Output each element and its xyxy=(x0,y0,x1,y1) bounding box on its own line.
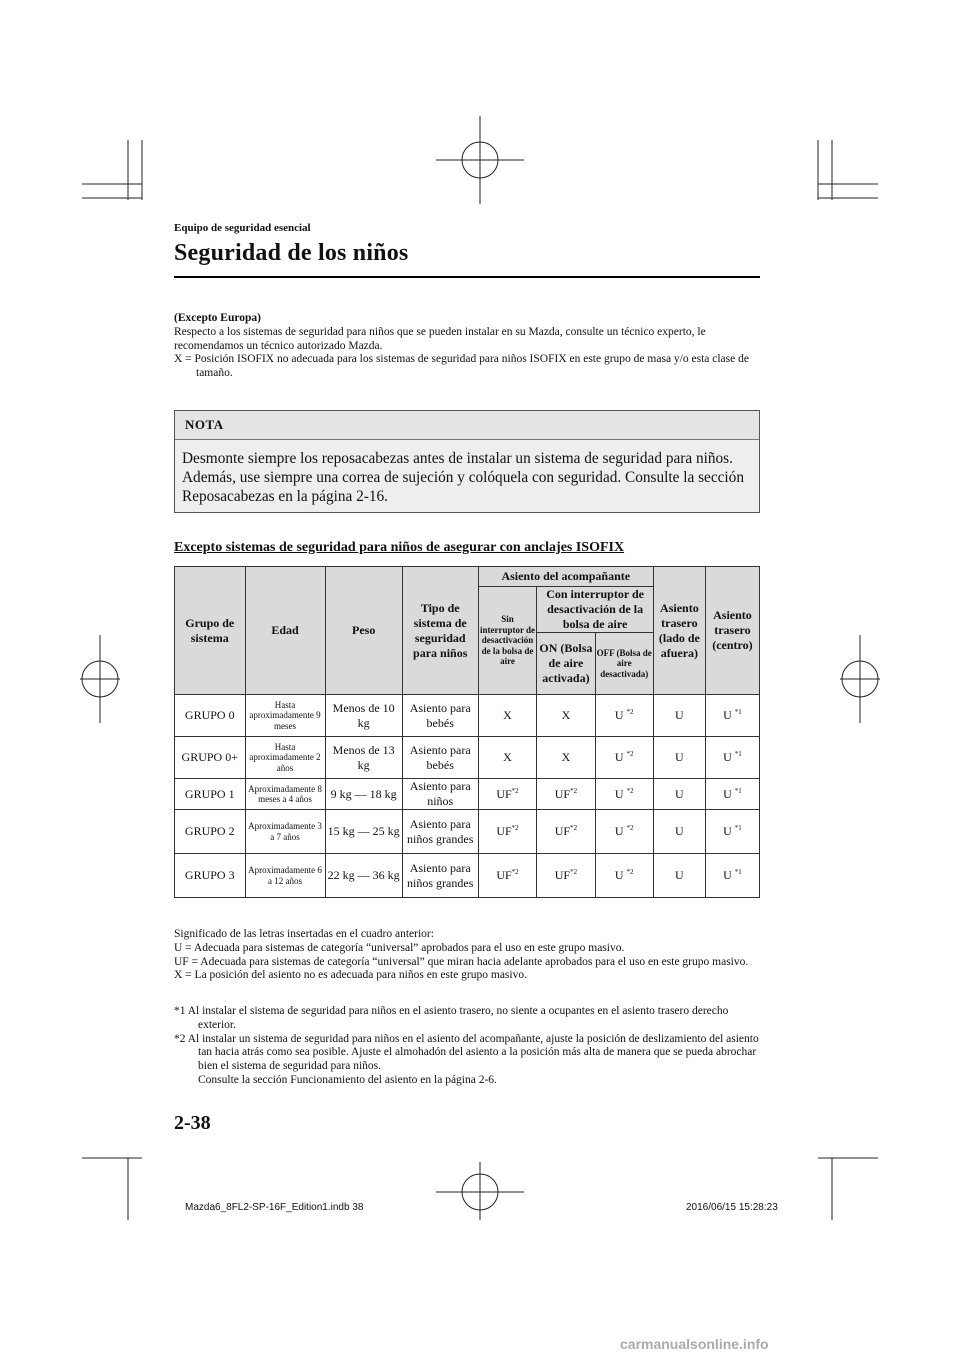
value: U xyxy=(723,708,732,722)
footnote-ref: *1 xyxy=(734,868,742,876)
value: UF xyxy=(496,824,512,838)
cell-no-switch: X xyxy=(478,737,537,779)
note-header xyxy=(175,411,759,440)
header-on: ON (Bolsa de aire activada) xyxy=(537,633,595,695)
footer-timestamp: 2016/06/15 15:28:23 xyxy=(686,1202,778,1213)
value: UF xyxy=(496,786,512,801)
table-row xyxy=(175,854,760,898)
value: U xyxy=(614,786,624,801)
cell-type: Asiento para niños grandes xyxy=(402,810,478,854)
cell-weight: Menos de 13 kg xyxy=(325,737,402,779)
table-row xyxy=(175,695,760,737)
header-passenger: Asiento del acompañante xyxy=(478,567,653,587)
footnote-2: *2 Al instalar un sistema de seguridad para niños en el asiento del acompañante, ajuste la posición de deslizamiento del asiento tan hacia atrás como sea posible. Ajuste el almohadón del asiento a la posición más alta de manera que se pueda abrochar bien el sistema de seguridad para niños. xyxy=(174,1032,759,1073)
footer-file-info: Mazda6_8FL2-SP-16F_Edition1.indb 38 xyxy=(185,1202,364,1213)
table-row xyxy=(175,779,760,810)
footnote-ref: *2 xyxy=(626,786,634,795)
section-label: Equipo de seguridad esencial xyxy=(174,222,311,234)
value: UF xyxy=(496,868,512,882)
cell-group: GRUPO 3 xyxy=(175,854,246,898)
cell-group: GRUPO 0 xyxy=(175,695,246,737)
cell-weight: 9 kg — 18 kg xyxy=(325,779,402,810)
legend-x: X = La posición del asiento no es adecuada para niños en este grupo masivo. xyxy=(174,969,527,982)
footnote-ref: *1 xyxy=(734,708,742,716)
header-rear-outer: Asiento trasero (lado de afuera) xyxy=(653,567,705,695)
cell-on xyxy=(537,779,595,810)
footnote-ref: *1 xyxy=(734,824,742,832)
cell-off xyxy=(595,810,653,854)
cell-age: Hasta aproximadamente 9 meses xyxy=(245,695,325,737)
header-age: Edad xyxy=(245,567,325,695)
cell-no-switch: X xyxy=(478,695,537,737)
header-type: Tipo de sistema de seguridad para niños xyxy=(402,567,478,695)
cell-age: Aproximadamente 8 meses a 4 años xyxy=(245,779,325,810)
footnote-2-ref: Consulte la sección Funcionamiento del asiento en la página 2-6. xyxy=(198,1073,497,1086)
value: U xyxy=(723,786,732,801)
cell-type: Asiento para niños xyxy=(402,779,478,810)
header-weight: Peso xyxy=(325,567,402,695)
cell-type: Asiento para bebés xyxy=(402,737,478,779)
cell-rear-center xyxy=(705,695,759,737)
cell-group: GRUPO 1 xyxy=(175,779,246,810)
header-with-switch: Con interruptor de desactivación de la bolsa de aire xyxy=(537,587,654,633)
cell-off xyxy=(595,779,653,810)
cell-group: GRUPO 2 xyxy=(175,810,246,854)
cell-on: X xyxy=(537,695,595,737)
cell-rear-outer: U xyxy=(653,810,705,854)
header-group: Grupo de sistema xyxy=(175,567,246,695)
note-text: Desmonte siempre los reposacabezas antes de instalar un sistema de seguridad para niños. Además, use siempre una correa de sujeción y colóquela con seguridad. Consulte la sección Reposacabezas en la página 2-16. xyxy=(182,450,744,506)
cell-weight: Menos de 10 kg xyxy=(325,695,402,737)
table-row xyxy=(175,737,760,779)
cell-weight: 15 kg — 25 kg xyxy=(325,810,402,854)
intro-section xyxy=(174,312,764,381)
cell-weight: 22 kg — 36 kg xyxy=(325,854,402,898)
value: U xyxy=(614,868,624,882)
isofix-table xyxy=(174,566,760,898)
cell-rear-outer: U xyxy=(653,695,705,737)
cell-age: Aproximadamente 6 a 12 años xyxy=(245,854,325,898)
cell-rear-center xyxy=(705,779,759,810)
footnote-1: *1 Al instalar el sistema de seguridad para niños en el asiento trasero, no siente a ocupantes en el asiento trasero derecho exterior. xyxy=(174,1005,729,1031)
note-box xyxy=(174,410,760,513)
cell-rear-center xyxy=(705,737,759,779)
header-no-switch: Sin interruptor de desactivación de la bolsa de aire xyxy=(478,587,537,695)
footnote-ref: *2 xyxy=(570,868,578,876)
cell-no-switch xyxy=(478,779,537,810)
footnote-ref: *2 xyxy=(626,868,634,876)
footnote-ref: *2 xyxy=(570,786,578,795)
cell-no-switch xyxy=(478,810,537,854)
cell-group: GRUPO 0+ xyxy=(175,737,246,779)
footnote-ref: *2 xyxy=(511,868,519,876)
cell-on: X xyxy=(537,737,595,779)
cell-type: Asiento para bebés xyxy=(402,695,478,737)
value: UF xyxy=(554,868,571,882)
x-definition: X = Posición ISOFIX no adecuada para los sistemas de seguridad para niños ISOFIX en este grupo de masa y/o esta clase de tamaño. xyxy=(174,353,749,380)
value: U xyxy=(614,708,624,722)
value: U xyxy=(614,824,624,838)
footnote-ref: *1 xyxy=(734,750,742,758)
table-heading: Excepto sistemas de seguridad para niños de asegurar con anclajes ISOFIX xyxy=(174,540,625,555)
intro-heading: (Excepto Europa) xyxy=(174,312,261,324)
cell-off xyxy=(595,737,653,779)
watermark: carmanualsonline.info xyxy=(620,1336,769,1352)
value: UF xyxy=(554,824,571,838)
cell-rear-outer: U xyxy=(653,779,705,810)
value: UF xyxy=(554,786,571,801)
footnote-ref: *1 xyxy=(734,786,742,795)
footnote-ref: *2 xyxy=(570,824,578,832)
value: U xyxy=(614,750,624,764)
legend-intro: Significado de las letras insertadas en el cuadro anterior: xyxy=(174,928,434,940)
cell-off xyxy=(595,695,653,737)
intro-paragraph: Respecto a los sistemas de seguridad para niños que se pueden instalar en su Mazda, consulte un técnico experto, le recomendamos un técnico autorizado Mazda. xyxy=(174,325,706,352)
title-divider xyxy=(174,276,760,278)
cell-off xyxy=(595,854,653,898)
footnote-ref: *2 xyxy=(511,824,519,832)
legend-section xyxy=(174,928,764,983)
footnote-ref: *2 xyxy=(626,824,634,832)
footnote-ref: *2 xyxy=(626,708,634,716)
value: U xyxy=(723,868,732,882)
footnote-ref: *2 xyxy=(626,750,634,758)
header-off: OFF (Bolsa de aire desactivada) xyxy=(595,633,653,695)
table-row xyxy=(175,810,760,854)
footnotes-section xyxy=(174,1005,764,1088)
value: U xyxy=(723,824,732,838)
legend-uf: UF = Adecuada para sistemas de categoría “universal” que miran hacia adelante aprobados para el uso en este grupo masivo. xyxy=(174,955,749,968)
cell-rear-outer: U xyxy=(653,737,705,779)
value: U xyxy=(723,750,732,764)
note-label: NOTA xyxy=(185,417,224,432)
cell-rear-center xyxy=(705,854,759,898)
footnote-ref: *2 xyxy=(511,786,519,795)
header-rear-center: Asiento trasero (centro) xyxy=(705,567,759,695)
cell-age: Aproximadamente 3 a 7 años xyxy=(245,810,325,854)
cell-no-switch xyxy=(478,854,537,898)
cell-age: Hasta aproximadamente 2 años xyxy=(245,737,325,779)
cell-rear-outer: U xyxy=(653,854,705,898)
cell-on xyxy=(537,854,595,898)
page-title: Seguridad de los niños xyxy=(174,240,409,266)
cell-rear-center xyxy=(705,810,759,854)
cell-type: Asiento para niños grandes xyxy=(402,854,478,898)
legend-u: U = Adecuada para sistemas de categoría “universal” aprobados para el uso en este grupo masivo. xyxy=(174,941,625,954)
cell-on xyxy=(537,810,595,854)
page-number: 2-38 xyxy=(174,1112,211,1134)
